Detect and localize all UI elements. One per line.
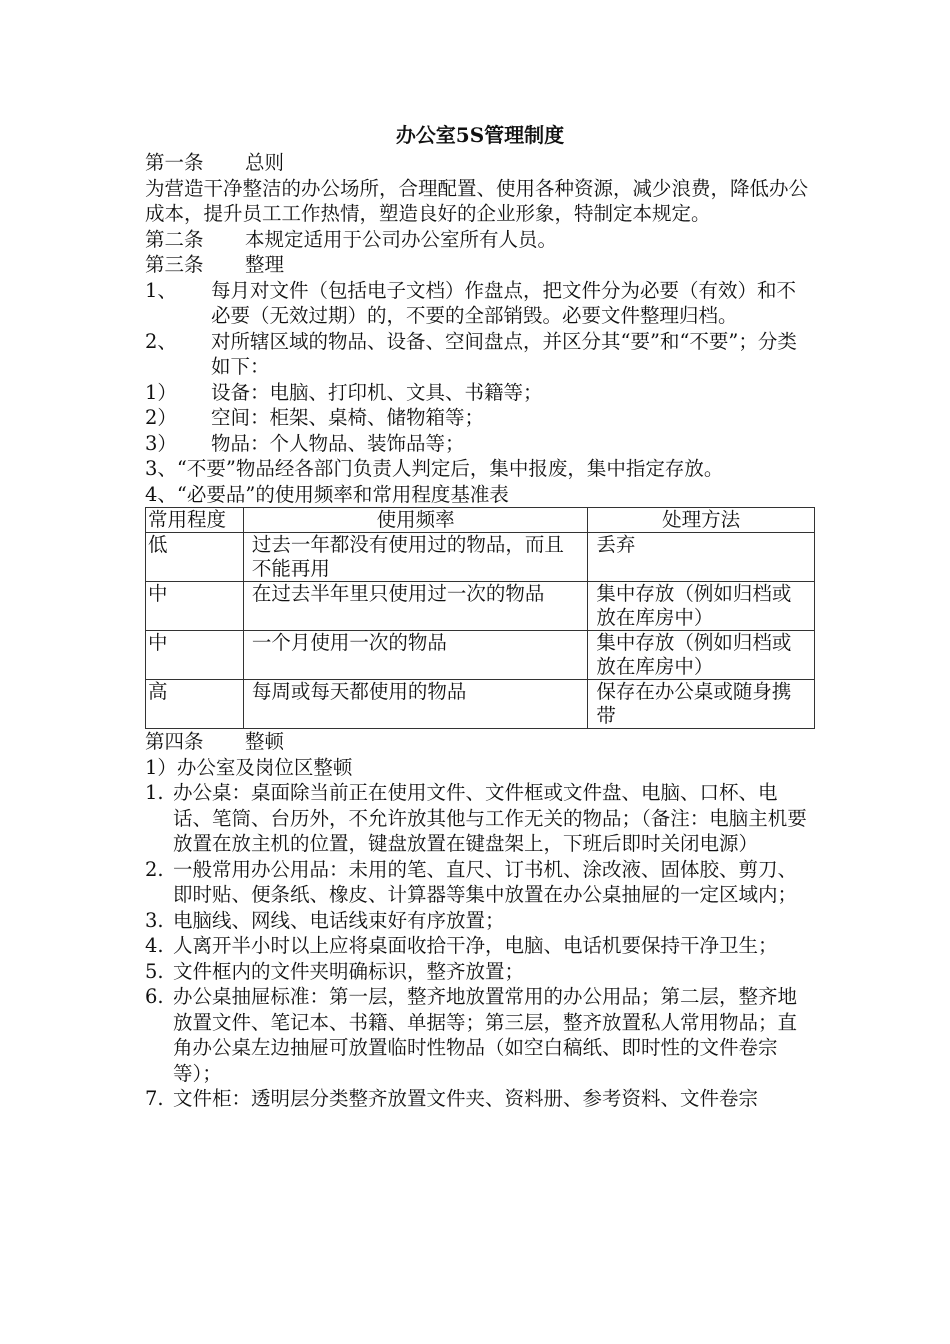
table-cell: 集中存放（例如归档或放在库房中） <box>588 582 815 631</box>
list-item <box>145 329 815 380</box>
page-title: 办公室5S管理制度 <box>395 123 565 147</box>
table-cell: 一个月使用一次的物品 <box>243 631 587 680</box>
list-text: 每月对文件（包括电子文档）作盘点，把文件分为必要（有效）和不必要（无效过期）的，不要的全部销毁。必要文件整理归档。 <box>211 278 797 327</box>
sub-text: 物品：个人物品、装饰品等； <box>211 431 465 455</box>
article-number: 第二条 <box>145 227 204 251</box>
list-item <box>145 959 815 985</box>
sub-text: 空间：柜架、桌椅、储物箱等； <box>211 406 485 429</box>
header-cell: 处理方法 <box>588 508 815 533</box>
article-4-heading <box>145 729 815 755</box>
table-header-row <box>146 508 815 533</box>
section-subheading: 1）办公室及岗位区整顿 <box>145 755 353 779</box>
list-text: 人离开半小时以上应将桌面收拾干净，电脑、电话机要保持干净卫生； <box>173 934 778 957</box>
list-number: 1、 <box>145 278 177 302</box>
list-number: 4. <box>145 934 164 957</box>
list-item <box>145 278 815 329</box>
list-text: 对所辖区域的物品、设备、空间盘点，并区分其“要”和“不要”；分类如下： <box>211 329 797 378</box>
sub-number: 2） <box>145 406 177 429</box>
article-2-heading <box>145 227 815 253</box>
article-number: 第四条 <box>145 730 204 753</box>
list-item <box>145 1086 815 1112</box>
list-number: 1. <box>145 781 164 804</box>
sub-number: 1） <box>145 380 177 404</box>
list-number: 2、 <box>145 329 177 353</box>
list-text: 文件框内的文件夹明确标识，整齐放置； <box>173 959 525 983</box>
article-1-body: 为营造干净整洁的办公场所，合理配置、使用各种资源，减少浪费，降低办公成本，提升员工工作热情，塑造良好的企业形象，特制定本规定。 <box>145 176 809 225</box>
table-cell: 中 <box>146 631 244 680</box>
list-item <box>145 857 815 908</box>
list-item-3: 3、“不要”物品经各部门负责人判定后，集中报废，集中指定存放。 <box>145 457 724 480</box>
table-cell: 丢弃 <box>588 533 815 582</box>
table-row <box>146 582 815 631</box>
list-number: 3. <box>145 908 164 932</box>
article-number: 第一条 <box>145 151 204 174</box>
list-item <box>145 984 815 1086</box>
list-number: 2. <box>145 857 164 881</box>
header-cell: 使用频率 <box>243 508 587 533</box>
list-text: 办公桌抽屉标准：第一层，整齐地放置常用的办公用品；第二层，整齐地放置文件、笔记本、书籍、单据等；第三层，整齐放置私人常用物品；直角办公桌左边抽屉可放置临时性物品（如空白稿纸、即时性的文件卷宗等）； <box>173 985 798 1085</box>
table-cell: 中 <box>146 582 244 631</box>
list-text: 文件柜：透明层分类整齐放置文件夹、资料册、参考资料、文件卷宗 <box>173 1087 759 1110</box>
table-row <box>146 533 815 582</box>
table-cell: 过去一年都没有使用过的物品，而且不能再用 <box>243 533 587 582</box>
list-item <box>145 908 815 934</box>
document-page <box>145 118 815 1112</box>
list-item-4: 4、“必要品”的使用频率和常用程度基准表 <box>145 482 509 506</box>
sub-item <box>145 431 815 457</box>
header-cell: 常用程度 <box>146 508 244 533</box>
article-3-heading <box>145 252 815 278</box>
sub-text: 设备：电脑、打印机、文具、书籍等； <box>211 380 543 404</box>
article-title: 整理 <box>245 253 285 276</box>
sub-number: 3） <box>145 431 177 455</box>
list-number: 7. <box>145 1087 164 1110</box>
list-number: 6. <box>145 985 164 1008</box>
table-cell: 低 <box>146 533 244 582</box>
table-cell: 集中存放（例如归档或放在库房中） <box>588 631 815 680</box>
article-title: 总则 <box>245 151 285 174</box>
table-cell: 在过去半年里只使用过一次的物品 <box>243 582 587 631</box>
list-text: 办公桌：桌面除当前正在使用文件、文件框或文件盘、电脑、口杯、电话、笔筒、台历外，不允许放其他与工作无关的物品；（备注：电脑主机要放置在放主机的位置，键盘放置在键盘架上，下班后即时关闭电源） <box>173 781 807 855</box>
frequency-table <box>145 507 815 729</box>
table-cell: 保存在办公桌或随身携带 <box>588 680 815 729</box>
article-title: 本规定适用于公司办公室所有人员。 <box>245 227 558 251</box>
table-row <box>146 680 815 729</box>
table-cell: 每周或每天都使用的物品 <box>243 680 587 729</box>
list-item <box>145 933 815 959</box>
sub-item <box>145 380 815 406</box>
table-row <box>146 631 815 680</box>
list-text: 电脑线、网线、电话线束好有序放置； <box>173 908 505 932</box>
sub-item <box>145 405 815 431</box>
article-number: 第三条 <box>145 253 204 276</box>
list-item <box>145 780 815 857</box>
table-cell: 高 <box>146 680 244 729</box>
article-1-heading <box>145 150 815 176</box>
article-title: 整顿 <box>245 730 285 753</box>
list-number: 5. <box>145 959 164 983</box>
list-text: 一般常用办公用品：未用的笔、直尺、订书机、涂改液、固体胶、剪刀、即时贴、便条纸、橡皮、计算器等集中放置在办公桌抽屉的一定区域内； <box>173 857 798 906</box>
